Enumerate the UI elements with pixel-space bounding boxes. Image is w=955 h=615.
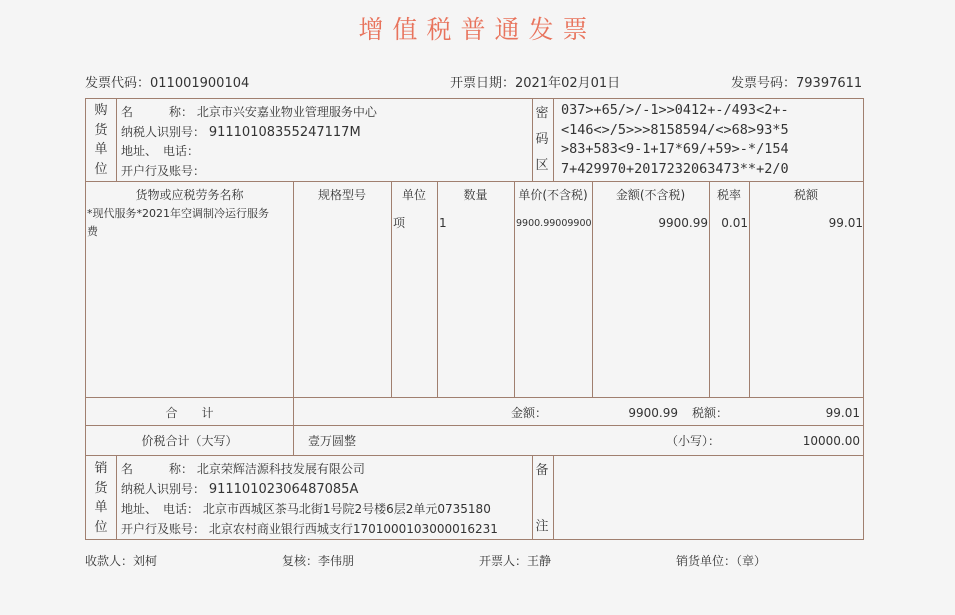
column-header-spec: 规格型号 xyxy=(317,188,366,202)
divider xyxy=(391,181,392,397)
cipher-block xyxy=(561,101,789,179)
item-unit: 项 xyxy=(393,216,406,230)
divider xyxy=(86,425,863,426)
item-name-line: 费 xyxy=(87,225,98,238)
grand-total-label: 价税合计（大写） xyxy=(141,434,238,448)
buyer-bank-label: 开户行及账号： xyxy=(121,163,206,178)
divider xyxy=(86,455,863,456)
buyer-taxid-row xyxy=(121,124,361,141)
divider xyxy=(437,181,438,397)
cipher-side-char: 区 xyxy=(535,158,549,173)
totals-label: 合 计 xyxy=(165,406,214,420)
invoice-code xyxy=(85,72,249,91)
remarks-side-char: 注 xyxy=(535,519,549,534)
item-name-line: *现代服务*2021年空调制冷运行服务 xyxy=(87,207,269,220)
buyer-name-row xyxy=(121,104,377,120)
seller-name-value: 北京荣辉洁源科技发展有限公司 xyxy=(196,462,365,476)
invoice-table xyxy=(85,98,864,540)
totals-tax: 99.01 xyxy=(825,406,860,420)
column-header-price: 单价(不含税) xyxy=(518,188,588,202)
buyer-side-char: 位 xyxy=(94,161,108,177)
invoice-code-label: 发票代码： xyxy=(85,76,151,91)
remarks-side-char: 备 xyxy=(535,463,549,478)
footer-receiver-value: 刘柯 xyxy=(133,554,158,568)
item-rate: 0.01 xyxy=(721,216,748,230)
item-price: 9900.99009900 xyxy=(516,218,592,229)
item-amount: 9900.99 xyxy=(658,216,708,230)
seller-side-char: 位 xyxy=(94,519,108,535)
cipher-side-char: 码 xyxy=(535,132,549,147)
seller-name-row xyxy=(121,461,365,477)
buyer-address-label: 地址、 电话： xyxy=(121,144,200,158)
buyer-taxid-label: 纳税人识别号： xyxy=(121,124,206,139)
grand-total-upper: 壹万圆整 xyxy=(308,434,357,448)
invoice-date xyxy=(450,72,620,91)
invoice-title: 增值税普通发票 xyxy=(358,15,597,44)
divider xyxy=(86,397,863,398)
totals-amount-label: 金额： xyxy=(511,406,548,420)
seller-name-label: 名 称： xyxy=(121,462,194,476)
footer-receiver-label: 收款人： xyxy=(85,554,134,568)
footer-reviewer-label: 复核： xyxy=(282,554,319,568)
invoice-number xyxy=(731,72,862,91)
column-header-goods: 货物或应税劳务名称 xyxy=(135,188,244,202)
grand-total-lower: 10000.00 xyxy=(802,434,860,448)
item-tax: 99.01 xyxy=(828,216,863,230)
column-header-amount: 金额(不含税) xyxy=(615,188,686,202)
seller-taxid-row xyxy=(121,481,358,498)
seller-side-char: 货 xyxy=(94,480,108,496)
footer-receiver xyxy=(85,552,157,569)
totals-tax-label: 税额： xyxy=(692,406,729,420)
divider xyxy=(86,181,863,182)
cipher-line: 037>+65/>/-1>>0412+-/493<2+- xyxy=(561,102,789,118)
cipher-side-char: 密 xyxy=(535,106,549,121)
column-header-unit: 单位 xyxy=(401,188,426,202)
column-header-qty: 数量 xyxy=(463,188,488,202)
seller-address-row xyxy=(121,501,491,517)
buyer-name-label: 名 称： xyxy=(121,105,194,119)
seller-address-value: 北京市西城区茶马北街1号院2号楼6层2单元0735180 xyxy=(202,502,491,516)
buyer-address-row xyxy=(121,143,199,159)
seller-taxid-label: 纳税人识别号： xyxy=(121,482,206,496)
divider xyxy=(293,181,294,397)
totals-amount: 9900.99 xyxy=(628,406,678,420)
divider xyxy=(592,181,593,397)
divider xyxy=(514,181,515,397)
buyer-bank-row xyxy=(121,163,205,179)
seller-address-label: 地址、 电话： xyxy=(121,502,200,516)
buyer-name-value: 北京市兴安嘉业物业管理服务中心 xyxy=(196,105,377,119)
buyer-side-char: 货 xyxy=(94,122,108,138)
invoice-number-label: 发票号码： xyxy=(731,76,797,91)
seller-bank-value: 北京农村商业银行西城支行1701000103000016231 xyxy=(208,522,498,536)
seller-bank-label: 开户行及账号： xyxy=(121,522,206,536)
invoice-date-label: 开票日期： xyxy=(450,76,516,91)
divider xyxy=(749,181,750,397)
divider xyxy=(116,99,117,181)
seller-side-char: 销 xyxy=(94,461,108,476)
column-header-tax: 税额 xyxy=(793,188,818,202)
footer-reviewer-value: 李伟朋 xyxy=(318,554,355,568)
footer-issuer xyxy=(479,552,551,569)
footer-seller-stamp: 销货单位：（章） xyxy=(676,554,767,568)
cipher-line: >83+583<9-1+17*69/+59>-*/154 xyxy=(561,141,789,157)
invoice-date-value: 2021年02月01日 xyxy=(515,76,621,91)
footer-issuer-value: 王静 xyxy=(527,554,552,568)
buyer-side-char: 单 xyxy=(94,142,108,157)
buyer-taxid-value: 91110108355247117M xyxy=(208,124,361,140)
footer-reviewer xyxy=(282,552,354,569)
column-header-rate: 税率 xyxy=(716,188,741,202)
divider xyxy=(116,455,117,539)
seller-side-char: 单 xyxy=(94,500,108,515)
cipher-line: 7+429970+2017232063473**+2/0 xyxy=(561,160,789,177)
invoice-number-value: 79397611 xyxy=(796,76,863,91)
buyer-side-char: 购 xyxy=(94,103,108,118)
invoice-code-value: 011001900104 xyxy=(150,76,250,91)
item-qty: 1 xyxy=(439,216,447,230)
divider xyxy=(293,397,294,455)
seller-taxid-value: 91110102306487085A xyxy=(208,482,359,497)
footer-issuer-label: 开票人： xyxy=(479,554,528,568)
grand-total-lower-label: （小写）： xyxy=(666,434,721,448)
divider xyxy=(709,181,710,397)
cipher-line: <146<>/5>>>8158594/<>68>93*5 xyxy=(561,121,789,138)
seller-bank-row xyxy=(121,521,498,537)
